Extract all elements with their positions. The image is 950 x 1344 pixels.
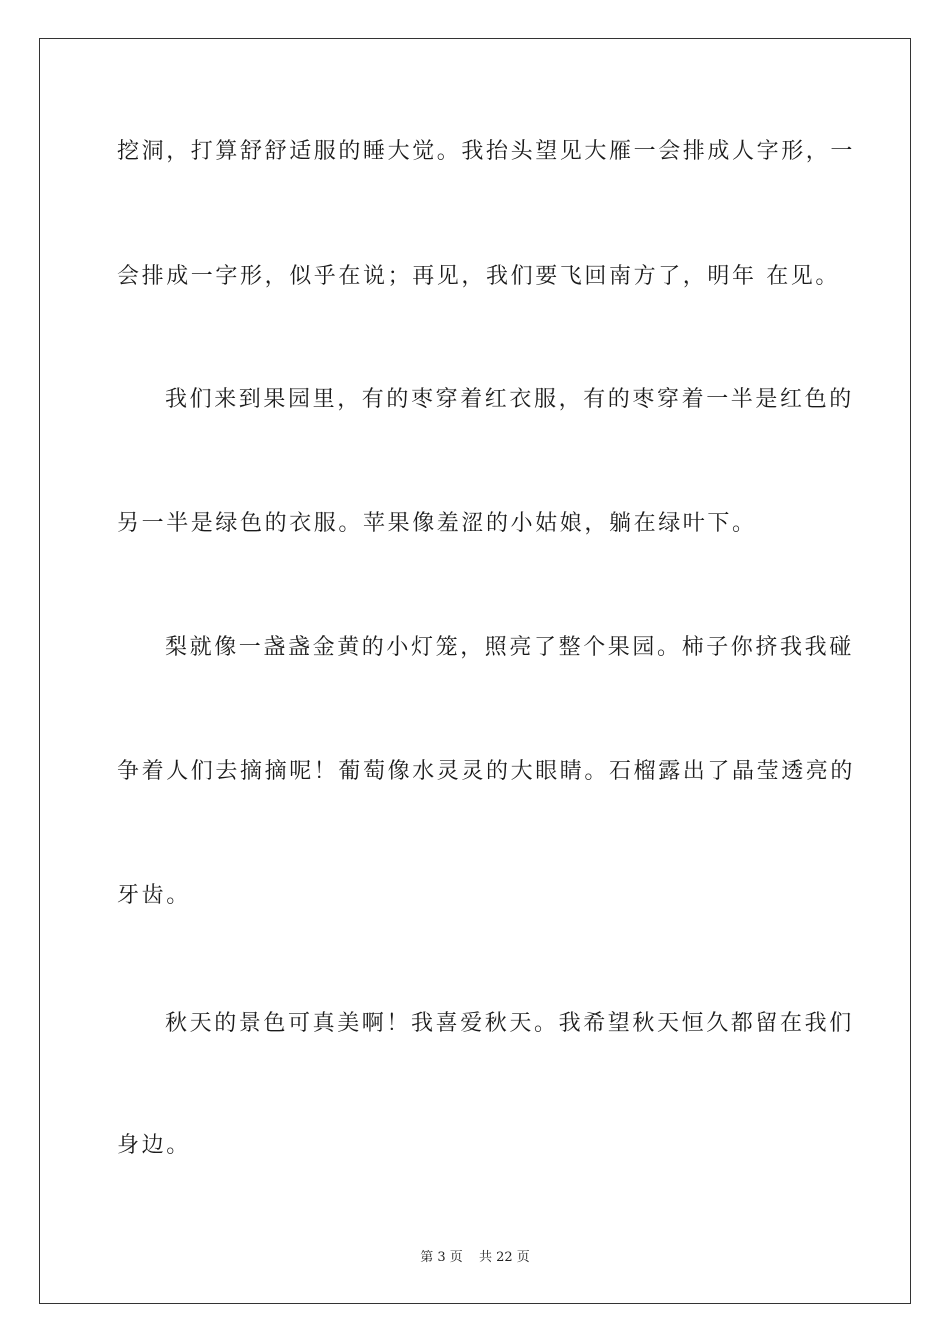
page-number-current: 第 3 页 <box>420 1250 463 1265</box>
page-frame <box>39 38 911 1304</box>
paragraph-1-line-1: 挖洞，打算舒舒适服的睡大觉。我抬头望见大雁一会排成人字形，一 <box>117 139 856 164</box>
paragraph-1-line-2: 会排成一字形，似乎在说；再见，我们要飞回南方了，明年 在见。 <box>117 264 840 289</box>
page-number-total: 共 22 页 <box>478 1250 530 1265</box>
paragraph-2-line-1: 我们来到果园里，有的枣穿着红衣服，有的枣穿着一半是红色的 <box>165 387 854 412</box>
paragraph-3-line-2: 争着人们去摘摘呢！葡萄像水灵灵的大眼睛。石榴露出了晶莹透亮的 <box>117 759 856 784</box>
paragraph-3-line-1: 梨就像一盏盏金黄的小灯笼，照亮了整个果园。柿子你挤我我碰 <box>165 635 854 660</box>
paragraph-2-line-2: 另一半是绿色的衣服。苹果像羞涩的小姑娘，躺在绿叶下。 <box>117 511 757 536</box>
page-footer <box>0 1246 950 1265</box>
paragraph-3-line-3: 牙齿。 <box>117 883 191 908</box>
paragraph-4-line-1: 秋天的景色可真美啊！我喜爱秋天。我希望秋天恒久都留在我们 <box>165 1011 854 1036</box>
paragraph-4-line-2: 身边。 <box>117 1133 191 1158</box>
